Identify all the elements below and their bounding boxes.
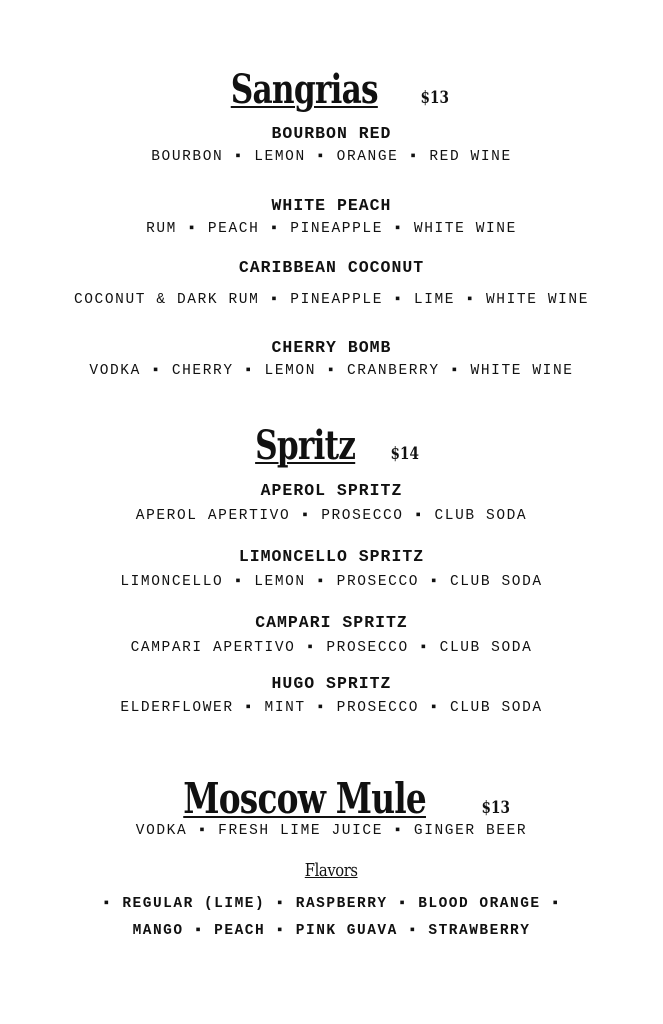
drink-name: WHITE PEACH bbox=[271, 196, 392, 215]
drink-name: CAMPARI SPRITZ bbox=[255, 613, 408, 632]
spritz-title: Spritz bbox=[254, 422, 355, 469]
drink-ingredients: VODKA ▪ CHERRY ▪ LEMON ▪ CRANBERRY ▪ WHITE WINE bbox=[89, 363, 574, 379]
drink-ingredients: BOURBON ▪ LEMON ▪ ORANGE ▪ RED WINE bbox=[151, 149, 512, 165]
moscow-mule-ingredients: VODKA ▪ FRESH LIME JUICE ▪ GINGER BEER bbox=[135, 823, 528, 839]
sangrias-header bbox=[0, 66, 663, 113]
flavors-header bbox=[0, 860, 663, 881]
spritz-header bbox=[0, 422, 663, 469]
moscow-mule-header bbox=[0, 774, 663, 823]
sangrias-title: Sangrias bbox=[231, 66, 379, 113]
drink-name: APEROL SPRITZ bbox=[260, 481, 403, 500]
flavors-title: Flavors bbox=[305, 860, 358, 881]
moscow-mule-price: $13 bbox=[481, 798, 511, 818]
drink-name: CARIBBEAN COCONUT bbox=[238, 258, 425, 277]
drink-ingredients: LIMONCELLO ▪ LEMON ▪ PROSECCO ▪ CLUB SODA bbox=[120, 574, 543, 590]
spritz-price: $14 bbox=[390, 444, 419, 464]
sangrias-price: $13 bbox=[420, 88, 449, 108]
drink-name: LIMONCELLO SPRITZ bbox=[238, 547, 425, 566]
drink-ingredients: CAMPARI APERTIVO ▪ PROSECCO ▪ CLUB SODA bbox=[130, 640, 533, 656]
drink-ingredients: APEROL APERTIVO ▪ PROSECCO ▪ CLUB SODA bbox=[135, 508, 528, 524]
drink-ingredients: RUM ▪ PEACH ▪ PINEAPPLE ▪ WHITE WINE bbox=[146, 221, 517, 237]
flavors-list-line-1: ▪ REGULAR (LIME) ▪ RASPBERRY ▪ BLOOD ORANGE ▪ bbox=[101, 896, 562, 912]
drink-ingredients: ELDERFLOWER ▪ MINT ▪ PROSECCO ▪ CLUB SODA bbox=[120, 700, 543, 716]
drink-name: CHERRY BOMB bbox=[271, 338, 392, 357]
drink-ingredients: COCONUT & DARK RUM ▪ PINEAPPLE ▪ LIME ▪ WHITE WINE bbox=[73, 292, 590, 308]
drink-name: HUGO SPRITZ bbox=[271, 674, 392, 693]
moscow-mule-title: Moscow Mule bbox=[183, 774, 427, 823]
flavors-list-line-2: MANGO ▪ PEACH ▪ PINK GUAVA ▪ STRAWBERRY bbox=[132, 923, 531, 939]
drink-name: BOURBON RED bbox=[271, 124, 392, 143]
